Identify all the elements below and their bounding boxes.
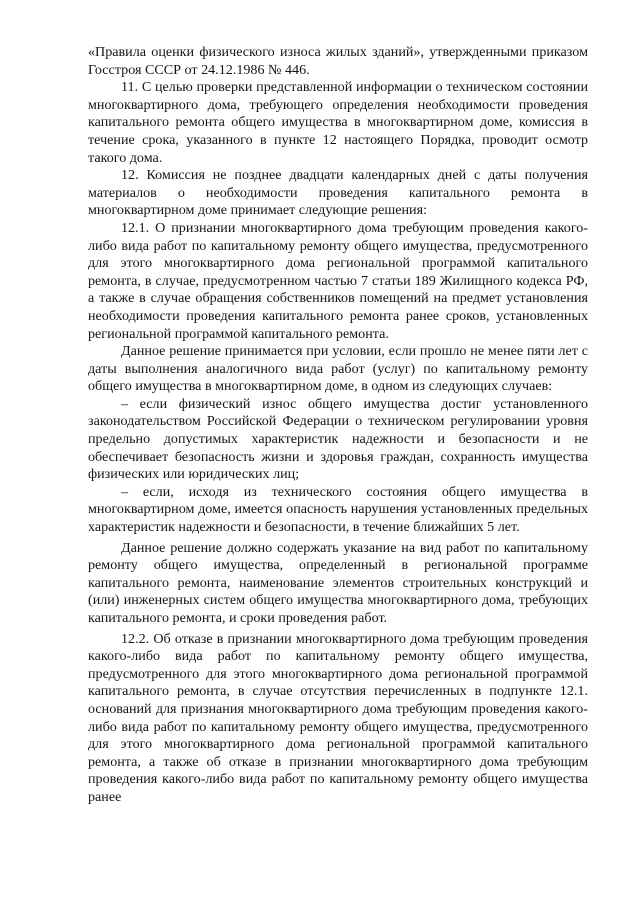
paragraph-condition: Данное решение принимается при условии, если прошло не менее пяти лет с даты выполнения аналогичного вида работ (услуг) по капитальному ремонту общего имущества в многоквартирном доме, в одном из следующих случаев: (88, 343, 588, 395)
paragraph-continuation: «Правила оценки физического износа жилых зданий», утвержденными приказом Госстроя СССР от 24.12.1986 № 446. (88, 44, 588, 78)
paragraph-decision-content: Данное решение должно содержать указание на вид работ по капитальному ремонту общего имущества, определенный в региональной программе капитального ремонта, наименование элементов строительных конструкций и (или) инженерных систем общего имущества многоквартирного дома, требующих капитального ремонта, и сроки проведения работ. (88, 539, 588, 626)
paragraph-item-12: 12. Комиссия не позднее двадцати календарных дней с даты получения материалов о необходимости проведения капитального ремонта в многоквартирном доме принимает следующие решения: (88, 167, 588, 219)
paragraph-bullet-2: – если, исходя из технического состояния общего имущества в многоквартирном доме, имеется опасность нарушения установленных предельных характеристик надежности и безопасности, в течение ближайших 5 лет. (88, 483, 588, 536)
paragraph-bullet-1: – если физический износ общего имущества достиг установленного законодательством Российской Федерации о техническом регулировании уровня предельно допустимых характеристик надежности и безопасности и не обеспечивает безопасность жизни и здоровья граждан, сохранность имущества физических или юридических лиц; (88, 395, 588, 483)
paragraph-item-12-1: 12.1. О признании многоквартирного дома требующим проведения какого-либо вида работ по капитальному ремонту общего имущества, предусмотренного для этого многоквартирного дома региональной программой капитального ремонта, в случае, предусмотренном частью 7 статьи 189 Жилищного кодекса РФ, а также в случае обращения собственников помещений на предмет установления необходимости проведения капитального ремонта ранее сроков, установленных региональной программой капитального ремонта. (88, 219, 588, 342)
paragraph-item-11: 11. С целью проверки представленной информации о техническом состоянии многоквартирного дома, требующего определения необходимости проведения капитального ремонта общего имущества в многоквартирном доме, комиссия в течение срока, указанного в пункте 12 настоящего Порядка, проводит осмотр такого дома. (88, 79, 588, 166)
paragraph-item-12-2: 12.2. Об отказе в признании многоквартирного дома требующим проведения какого-либо вида работ по капитальному ремонту общего имущества, предусмотренного для этого многоквартирного дома региональной программой капитального ремонта, в случае отсутствия перечисленных в подпункте 12.1. оснований для признания многоквартирного дома требующим проведения какого-либо вида работ по капитальному ремонту общего имущества, предусмотренного для этого многоквартирного дома региональной программой капитального ремонта, а также об отказе в признании многоквартирного дома требующим проведения какого-либо вида работ по капитальному ремонту общего имущества ранее (88, 630, 588, 805)
